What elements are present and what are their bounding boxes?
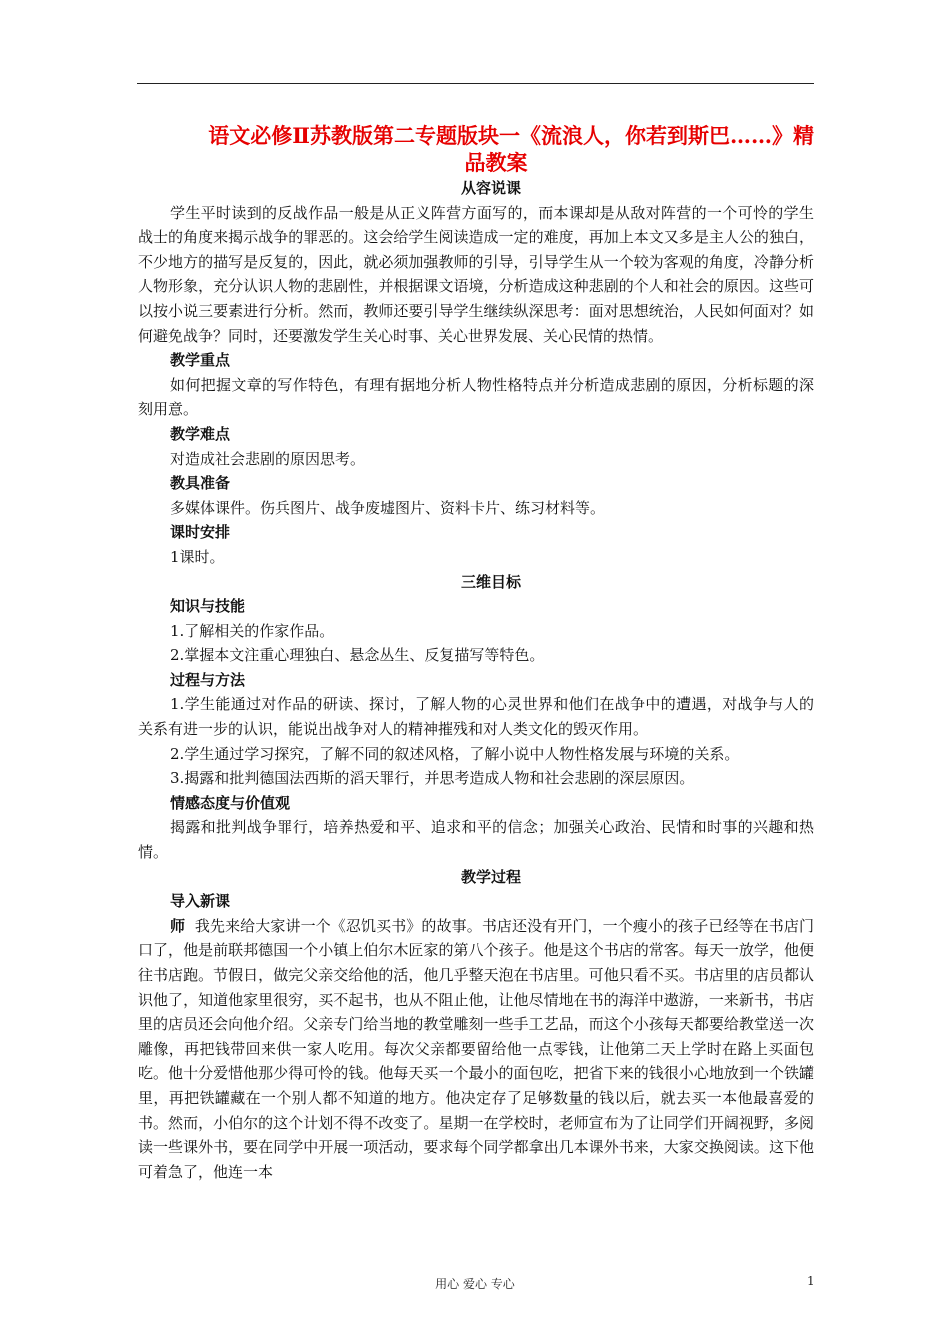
heading-emotion: 情感态度与价值观: [170, 793, 291, 812]
heading-focus: 教学重点: [170, 351, 231, 370]
title-line-1: 语文必修Ⅱ苏教版第二专题版块一《流浪人，你若到斯巴……》精: [208, 123, 814, 148]
section-heading-overview: 从容说课: [460, 179, 521, 197]
story-paragraph: [138, 914, 814, 1185]
document-title: [138, 122, 814, 176]
heading-process: 过程与方法: [170, 670, 246, 689]
header-rule: [137, 83, 814, 84]
heading-tools: 教具准备: [170, 474, 231, 493]
process-item: 2.学生通过学习探究，了解不同的叙述风格，了解小说中人物性格发展与环境的关系。: [170, 744, 740, 763]
heading-schedule: 课时安排: [170, 523, 231, 542]
knowledge-item: 1.了解相关的作家作品。: [170, 621, 335, 640]
teacher-label: 师: [170, 916, 186, 935]
focus-paragraph: 如何把握文章的写作特色，有理有据地分析人物性格特点并分析造成悲剧的原因，分析标题的深刻用意。: [138, 375, 814, 419]
page-number: 1: [807, 1274, 815, 1288]
footer-motto: 用心 爱心 专心: [435, 1277, 515, 1291]
tools-paragraph: 多媒体课件。伤兵图片、战争废墟图片、资料卡片、练习材料等。: [170, 498, 606, 517]
schedule-paragraph: 1课时。: [170, 547, 225, 566]
heading-knowledge: 知识与技能: [170, 597, 246, 616]
intro-paragraph: 学生平时读到的反战作品一般是从正义阵营方面写的，而本课却是从敌对阵营的一个可怜的学生战士的角度来揭示战争的罪恶的。这会给学生阅读造成一定的难度，再加上本文又多是主人公的独白，不少地方的描写是反复的，因此，就必须加强教师的引导，引导学生从一个较为客观的角度，冷静分析人物形象，充分认识人物的悲剧性，并根据课文语境，分析造成这种悲剧的个人和社会的原因。这些可以按小说三要素进行分析。然而，教师还要引导学生继续纵深思考：面对思想统治，人民如何面对？如何避免战争？同时，还要激发学生关心时事、关心世界发展、关心民情的热情。: [138, 203, 814, 345]
process-item: 1.学生能通过对作品的研读、探讨，了解人物的心灵世界和他们在战争中的遭遇，对战争与人的关系有进一步的认识，能说出战争对人的精神摧残和对人类文化的毁灭作用。: [138, 695, 814, 739]
emotion-paragraph: 揭露和批判战争罪行，培养热爱和平、追求和平的信念；加强关心政治、民情和时事的兴趣和热情。: [138, 818, 814, 862]
heading-lead-in: 导入新课: [170, 892, 231, 911]
heading-difficulty: 教学难点: [170, 424, 231, 443]
story-text: 我先来给大家讲一个《忍饥买书》的故事。书店还没有开门，一个瘦小的孩子已经等在书店门口了，他是前联邦德国一个小镇上伯尔木匠家的第八个孩子。他是这个书店的常客。每天一放学，他便往书店跑。节假日，做完父亲交给他的活，他几乎整天泡在书店里。可他只看不买。书店里的店员都认识他了，知道他家里很穷，买不起书，也从不阻止他，让他尽情地在书的海洋中遨游，一来新书，书店里的店员还会向他介绍。父亲专门给当地的教堂雕刻一些手工艺品，而这个小孩每天都要给教堂送一次雕像，再把钱带回来供一家人吃用。每次父亲都要留给他一点零钱，让他第二天上学时在路上买面包吃。他十分爱惜他那少得可怜的钱。他每天买一个最小的面包吃，把省下来的钱很小心地放到一个铁罐里，再把铁罐藏在一个别人都不知道的地方。他决定存了足够数量的钱以后，就去买一本他最喜爱的书。然而，小伯尔的这个计划不得不改变了。星期一在学校时，老师宣布为了让同学们开阔视野，多阅读一些课外书，要在同学中开展一项活动，要求每个同学都拿出几本课外书来，大家交换阅读。这下他可着急了，他连一本: [138, 916, 814, 1181]
knowledge-item: 2.掌握本文注重心理独白、悬念丛生、反复描写等特色。: [170, 646, 545, 665]
difficulty-paragraph: 对造成社会悲剧的原因思考。: [170, 449, 366, 468]
section-heading-goals: 三维目标: [460, 572, 521, 591]
title-line-2: 品教案: [464, 150, 528, 175]
section-heading-process: 教学过程: [460, 867, 521, 886]
document-body: [138, 122, 814, 1184]
process-item: 3.揭露和批判德国法西斯的滔天罪行，并思考造成人物和社会悲剧的深层原因。: [170, 769, 695, 788]
